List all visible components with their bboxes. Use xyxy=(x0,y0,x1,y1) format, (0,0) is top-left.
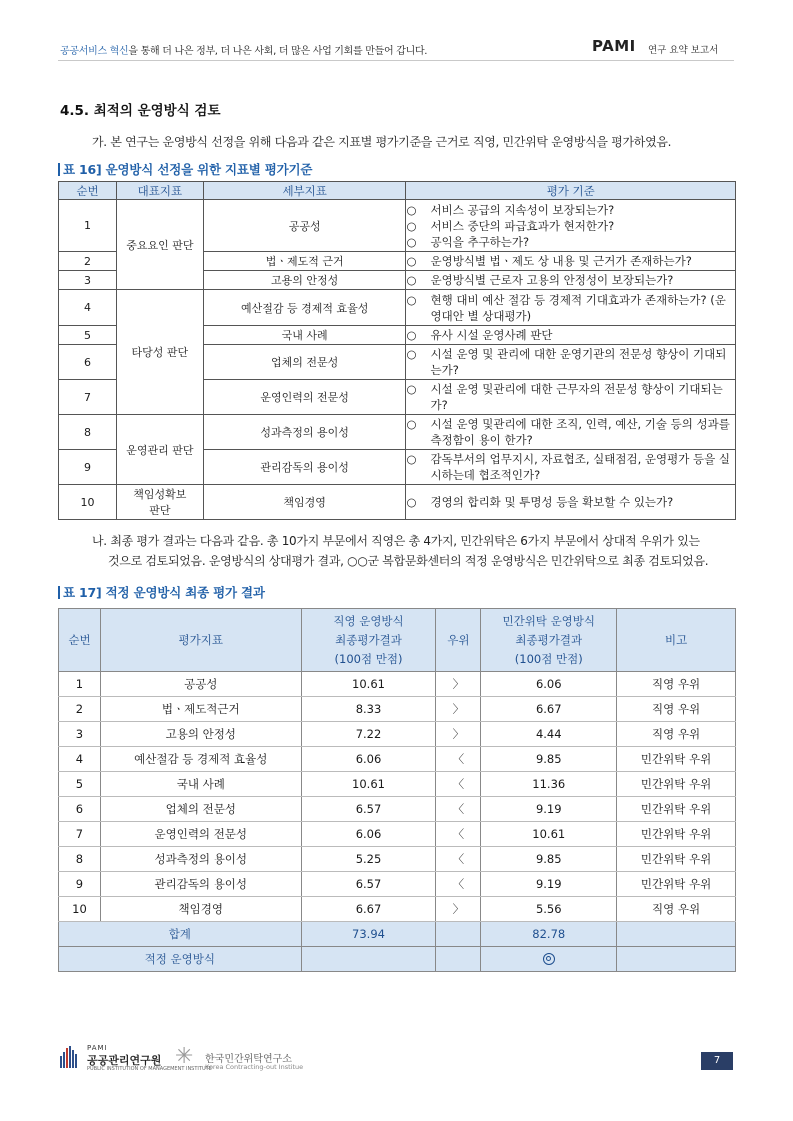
row-note: 민간위탁 우위 xyxy=(617,847,736,872)
header-edge: 우위 xyxy=(436,609,481,672)
row-note: 직영 우위 xyxy=(617,697,736,722)
row-note: 직영 우위 xyxy=(617,897,736,922)
row-direct-score: 6.06 xyxy=(301,747,436,772)
circle-bullet-icon: ○ xyxy=(406,328,417,342)
row-direct-score: 6.57 xyxy=(301,872,436,897)
row-detail: 법ㆍ제도적 근거 xyxy=(203,252,406,271)
row-criteria: ○ 경영의 합리화 및 투명성 등을 확보할 수 있는가? xyxy=(406,485,736,520)
row-note: 직영 우위 xyxy=(617,722,736,747)
group-label: 운영관리 판단 xyxy=(116,415,203,485)
table-header-row xyxy=(59,609,736,672)
paragraph-a-text: 본 연구는 운영방식 선정을 위해 다음과 같은 지표별 평가기준을 근거로 직영, 민간위탁 운영방식을 평가하였음. xyxy=(110,135,672,149)
header-indicator: 평가지표 xyxy=(100,609,301,672)
row-indicator: 성과측정의 용이성 xyxy=(100,847,301,872)
row-indicator: 관리감독의 용이성 xyxy=(100,872,301,897)
optimal-note xyxy=(617,947,736,972)
page-number: 7 xyxy=(701,1052,733,1070)
row-criteria xyxy=(406,200,736,252)
table-row xyxy=(59,772,736,797)
row-no: 9 xyxy=(59,872,101,897)
row-indicator: 공공성 xyxy=(100,672,301,697)
double-circle-icon xyxy=(543,953,555,965)
row-no: 4 xyxy=(59,747,101,772)
table-row xyxy=(59,822,736,847)
table-row xyxy=(59,872,736,897)
header-tagline xyxy=(60,42,427,57)
row-direct-score: 6.57 xyxy=(301,797,436,822)
total-note xyxy=(617,922,736,947)
row-indicator: 국내 사례 xyxy=(100,772,301,797)
table-header-row xyxy=(59,182,736,200)
row-edge-sign: 〈 xyxy=(436,772,481,797)
paragraph-a-marker: 가. xyxy=(92,135,107,149)
row-private-score: 9.19 xyxy=(481,797,617,822)
row-no: 8 xyxy=(59,847,101,872)
table-row xyxy=(59,797,736,822)
row-criteria: ○ 운영방식별 근로자 고용의 안정성이 보장되는가? xyxy=(406,271,736,290)
row-direct-score: 10.61 xyxy=(301,672,436,697)
criteria-line: ○ 서비스 공급의 지속성이 보장되는가? xyxy=(406,202,615,217)
row-private-score: 5.56 xyxy=(481,897,617,922)
header-private: 민간위탁 운영방식 최종평가결과 (100점 만점) xyxy=(481,609,617,672)
row-private-score: 11.36 xyxy=(481,772,617,797)
total-edge xyxy=(436,922,481,947)
header-report-label: 연구 요약 보고서 xyxy=(648,45,719,56)
table-row xyxy=(59,747,736,772)
circle-bullet-icon: ○ xyxy=(406,452,417,466)
row-private-score: 9.85 xyxy=(481,747,617,772)
row-indicator: 법ㆍ제도적근거 xyxy=(100,697,301,722)
row-private-score: 9.85 xyxy=(481,847,617,872)
circle-bullet-icon: ○ xyxy=(406,234,417,249)
group-label: 타당성 판단 xyxy=(116,290,203,415)
row-edge-sign: 〉 xyxy=(436,697,481,722)
table-row xyxy=(59,697,736,722)
total-direct: 73.94 xyxy=(301,922,436,947)
header-no: 순번 xyxy=(59,609,101,672)
row-private-score: 9.19 xyxy=(481,872,617,897)
row-note: 민간위탁 우위 xyxy=(617,772,736,797)
row-detail: 책임경영 xyxy=(203,485,406,520)
row-note: 민간위탁 우위 xyxy=(617,797,736,822)
row-edge-sign: 〈 xyxy=(436,822,481,847)
paragraph-b-marker: 나. xyxy=(92,534,107,548)
circle-bullet-icon: ○ xyxy=(406,382,417,396)
header-detail: 세부지표 xyxy=(203,182,406,200)
row-private-score: 4.44 xyxy=(481,722,617,747)
circle-bullet-icon: ○ xyxy=(406,417,417,431)
row-criteria: ○ 시설 운영 및 관리에 대한 운영기관의 전문성 향상이 기대되는가? xyxy=(406,345,736,380)
row-direct-score: 6.06 xyxy=(301,822,436,847)
row-no: 1 xyxy=(59,672,101,697)
header-divider xyxy=(58,60,734,61)
row-no: 10 xyxy=(59,897,101,922)
kci-logo-icon: ✳ xyxy=(175,1044,194,1069)
row-no: 1 xyxy=(59,200,117,252)
row-indicator: 운영인력의 전문성 xyxy=(100,822,301,847)
paragraph-b xyxy=(92,531,737,571)
optimal-label: 적정 운영방식 xyxy=(59,947,302,972)
total-private: 82.78 xyxy=(481,922,617,947)
total-row xyxy=(59,922,736,947)
row-private-score: 6.06 xyxy=(481,672,617,697)
table-16-caption-text: 표 16] 운영방식 선정을 위한 지표별 평가기준 xyxy=(63,162,313,177)
table-row xyxy=(59,485,736,520)
table-16-caption xyxy=(58,160,312,178)
row-edge-sign: 〉 xyxy=(436,672,481,697)
circle-bullet-icon: ○ xyxy=(406,218,417,233)
row-direct-score: 7.22 xyxy=(301,722,436,747)
table-row xyxy=(59,200,736,252)
row-no: 9 xyxy=(59,450,117,485)
final-evaluation-table xyxy=(58,608,736,972)
row-edge-sign: 〉 xyxy=(436,897,481,922)
table-row xyxy=(59,415,736,450)
header-note: 비고 xyxy=(617,609,736,672)
row-no: 3 xyxy=(59,271,117,290)
row-edge-sign: 〈 xyxy=(436,872,481,897)
row-no: 6 xyxy=(59,797,101,822)
row-edge-sign: 〈 xyxy=(436,847,481,872)
row-note: 직영 우위 xyxy=(617,672,736,697)
row-detail: 고용의 안정성 xyxy=(203,271,406,290)
footer-institute-2: 한국민간위탁연구소 xyxy=(205,1054,292,1065)
row-indicator: 고용의 안정성 xyxy=(100,722,301,747)
optimal-private xyxy=(481,947,617,972)
row-private-score: 10.61 xyxy=(481,822,617,847)
section-title: 4.5. 최적의 운영방식 검토 xyxy=(60,103,221,119)
row-criteria: ○ 운영방식별 법ㆍ제도 상 내용 및 근거가 존재하는가? xyxy=(406,252,736,271)
circle-bullet-icon: ○ xyxy=(406,495,417,509)
footer-pami-label: PAMI xyxy=(87,1044,108,1052)
row-no: 6 xyxy=(59,345,117,380)
row-detail: 국내 사례 xyxy=(203,326,406,345)
footer-institute-1: 공공관리연구원 xyxy=(87,1054,162,1067)
row-note: 민간위탁 우위 xyxy=(617,872,736,897)
row-detail: 운영인력의 전문성 xyxy=(203,380,406,415)
row-no: 7 xyxy=(59,822,101,847)
table-row xyxy=(59,847,736,872)
header-tagline-accent: 공공서비스 혁신 xyxy=(60,46,129,57)
footer-institute-1-en: PUBLIC INSTITUTION OF MANAGEMENT INSTITUTE xyxy=(87,1066,212,1072)
row-detail: 성과측정의 용이성 xyxy=(203,415,406,450)
table-row xyxy=(59,722,736,747)
circle-bullet-icon: ○ xyxy=(406,273,417,287)
footer-institute-2-en: Korea Contracting-out Institue xyxy=(205,1063,304,1071)
row-no: 3 xyxy=(59,722,101,747)
paragraph-a xyxy=(92,132,737,152)
circle-bullet-icon: ○ xyxy=(406,202,417,217)
table-17-caption-text: 표 17] 적정 운영방식 최종 평가 결과 xyxy=(63,585,265,600)
row-edge-sign: 〈 xyxy=(436,747,481,772)
evaluation-criteria-table xyxy=(58,181,736,520)
row-no: 2 xyxy=(59,697,101,722)
row-criteria: ○ 현행 대비 예산 절감 등 경제적 기대효과가 존재하는가? (운영대안 별 상대평가) xyxy=(406,290,736,326)
row-detail: 예산절감 등 경제적 효율성 xyxy=(203,290,406,326)
row-direct-score: 8.33 xyxy=(301,697,436,722)
row-no: 8 xyxy=(59,415,117,450)
optimal-edge xyxy=(436,947,481,972)
table-17-caption xyxy=(58,583,265,601)
circle-bullet-icon: ○ xyxy=(406,292,417,307)
table-row xyxy=(59,672,736,697)
circle-bullet-icon: ○ xyxy=(406,347,417,361)
row-no: 2 xyxy=(59,252,117,271)
criteria-line: ○ 서비스 중단의 파급효과가 현저한가? xyxy=(406,218,615,233)
criteria-line: ○ 공익을 추구하는가? xyxy=(406,234,530,249)
row-detail: 관리감독의 용이성 xyxy=(203,450,406,485)
total-label: 합계 xyxy=(59,922,302,947)
group-label: 중요요인 판단 xyxy=(116,200,203,290)
caption-bar xyxy=(58,586,60,599)
optimal-row xyxy=(59,947,736,972)
row-indicator: 업체의 전문성 xyxy=(100,797,301,822)
row-edge-sign: 〈 xyxy=(436,797,481,822)
row-no: 4 xyxy=(59,290,117,326)
row-no: 5 xyxy=(59,326,117,345)
row-direct-score: 10.61 xyxy=(301,772,436,797)
row-private-score: 6.67 xyxy=(481,697,617,722)
row-note: 민간위탁 우위 xyxy=(617,822,736,847)
row-indicator: 책임경영 xyxy=(100,897,301,922)
row-detail: 업체의 전문성 xyxy=(203,345,406,380)
caption-bar xyxy=(58,163,60,176)
row-criteria: ○ 시설 운영 및관리에 대한 근무자의 전문성 향상이 기대되는가? xyxy=(406,380,736,415)
row-criteria: ○ 감독부서의 업무지시, 자료협조, 실태점검, 운영평가 등을 실시하는데 협조적인가? xyxy=(406,450,736,485)
group-label: 책임성확보 판단 xyxy=(116,485,203,520)
row-note: 민간위탁 우위 xyxy=(617,747,736,772)
row-criteria: ○ 유사 시설 운영사례 판단 xyxy=(406,326,736,345)
row-no: 7 xyxy=(59,380,117,415)
row-edge-sign: 〉 xyxy=(436,722,481,747)
header-brand: PAMI xyxy=(592,37,636,55)
header-tagline-rest: 을 통해 더 나은 정부, 더 나은 사회, 더 많은 사업 기회를 만들어 갑니다. xyxy=(128,46,428,57)
table-row xyxy=(59,290,736,326)
optimal-direct xyxy=(301,947,436,972)
row-criteria: ○ 시설 운영 및관리에 대한 조직, 인력, 예산, 기술 등의 성과를 측정함이 용이 한가? xyxy=(406,415,736,450)
header-no: 순번 xyxy=(59,182,117,200)
paragraph-b-line2: 것으로 검토되었음. 운영방식의 상대평가 결과, ○○군 복합문화센터의 적정 운영방식은 민간위탁으로 최종 검토되었음. xyxy=(108,554,709,568)
row-direct-score: 5.25 xyxy=(301,847,436,872)
header-criteria: 평가 기준 xyxy=(406,182,736,200)
circle-bullet-icon: ○ xyxy=(406,254,417,268)
paragraph-b-line1: 최종 평가 결과는 다음과 같음. 총 10가지 부문에서 직영은 총 4가지, 민간위탁은 6가지 부문에서 상대적 우위가 있는 xyxy=(110,534,700,548)
row-no: 10 xyxy=(59,485,117,520)
pami-logo-icon xyxy=(60,1046,82,1070)
row-indicator: 예산절감 등 경제적 효율성 xyxy=(100,747,301,772)
row-direct-score: 6.67 xyxy=(301,897,436,922)
header-representative: 대표지표 xyxy=(116,182,203,200)
header-direct: 직영 운영방식 최종평가결과 (100점 만점) xyxy=(301,609,436,672)
row-detail: 공공성 xyxy=(203,200,406,252)
table-row xyxy=(59,897,736,922)
row-no: 5 xyxy=(59,772,101,797)
